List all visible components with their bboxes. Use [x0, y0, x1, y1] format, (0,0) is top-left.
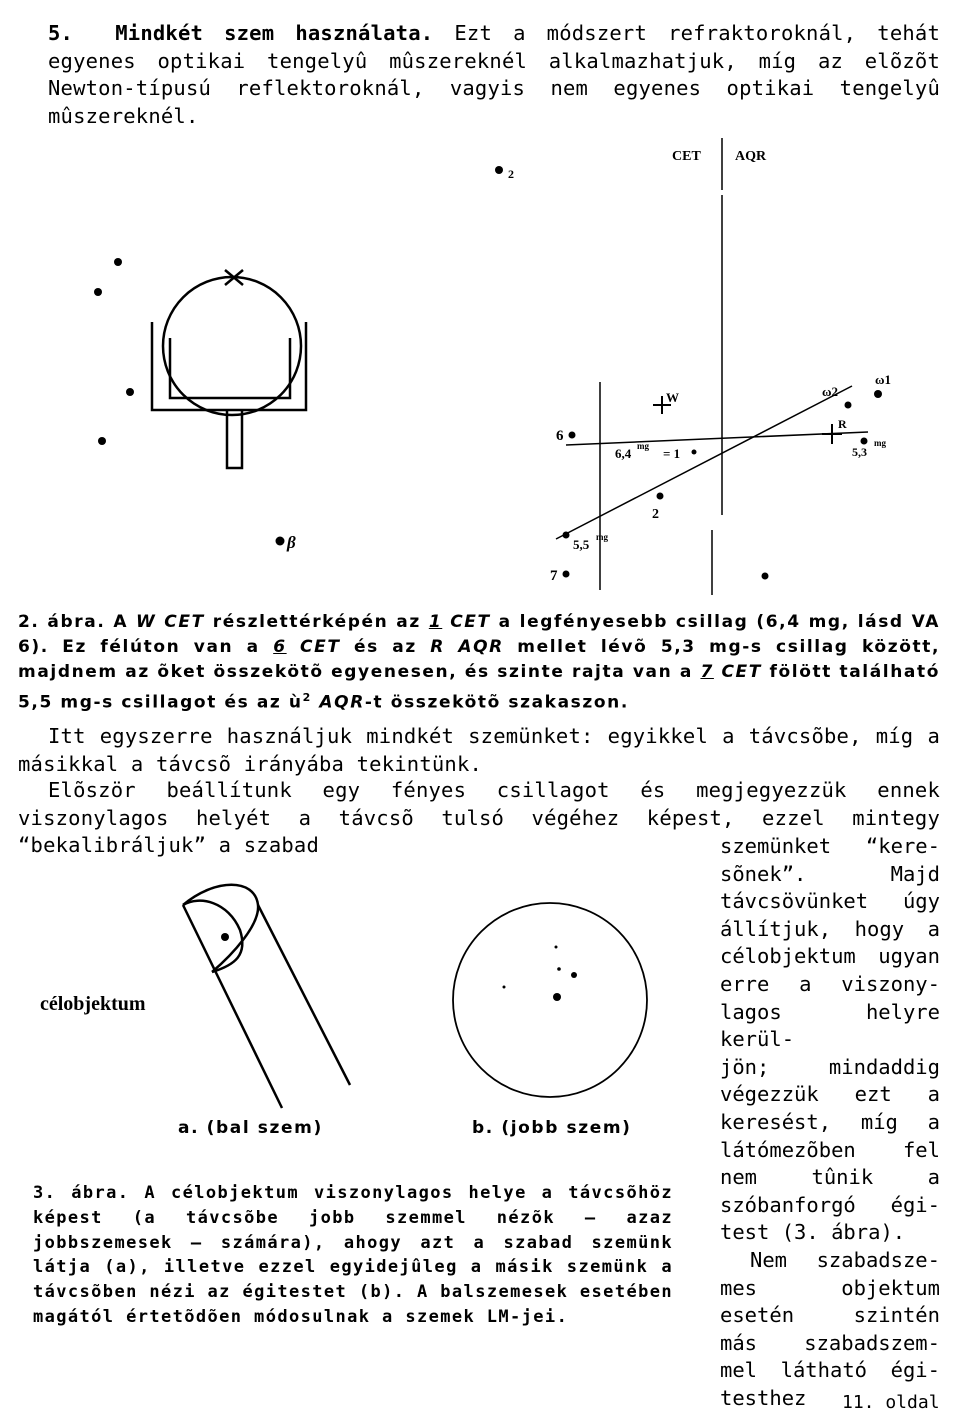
- column-line: mel látható égi-: [720, 1358, 940, 1383]
- star-7: [563, 571, 570, 578]
- star-2: [657, 493, 664, 500]
- target-label: célobjektum: [40, 993, 146, 1015]
- figure-2-caption: [18, 610, 940, 716]
- caption-text: CET: [713, 662, 762, 682]
- caption-text: 3. ábra. A célobjektum viszonylagos helye a távcsõhöz képest (a távcsõbe jobb szemmel nézõk — azaz jobbszemesek — számára), ahogy azt a szabad szemünk látja (a), illetve ezzel egyidejûleg a másik szemünk a távcsõben nézi az égitestet (b). A balszemesek esetében magától értetõdõen módosulnak a szemek LM-jei.: [33, 1183, 673, 1327]
- figure-3-label-b: b. (jobb szem): [472, 1118, 632, 1138]
- r-label: R: [838, 417, 847, 431]
- body-text: Itt egyszerre használjuk mindkét szemünket: egyikkel a távcsõbe, míg a másikkal a távcsõ irányába tekintünk.: [18, 724, 940, 776]
- intro-paragraph: [48, 20, 940, 130]
- caption-text: 1: [428, 612, 443, 632]
- right-column-text: [720, 833, 940, 1412]
- omega2-label: ω2: [822, 384, 839, 399]
- star: [98, 437, 106, 445]
- mg-label: mg: [596, 532, 608, 542]
- section-number: 5.: [48, 21, 74, 45]
- column-line: lagos helyre kerül-: [720, 999, 940, 1052]
- body-text: Elõször beállítunk egy fényes csillagot és megjegyezzük ennek viszonylagos helyét a távcsõ tulsó végéhez képest, ezzel mintegy “bekalibráljuk” a szabad: [18, 778, 940, 857]
- caption-text: 6: [273, 637, 287, 657]
- star-bright: [553, 993, 561, 1001]
- caption-text: CET: [286, 637, 341, 657]
- star-5-5: [563, 532, 570, 539]
- caption-text: AQR: [311, 692, 365, 713]
- star-omega2: [845, 402, 852, 409]
- column-line: látómezõben fel: [720, 1137, 940, 1162]
- target-star: [221, 933, 229, 941]
- star: [94, 288, 102, 296]
- caption-text: és az: [340, 637, 431, 657]
- caption-text: mellet lévõ 5,3 mg-s csillag között, majdnem az õket összekötõ egyenesen, és szinte rajta van a: [18, 637, 940, 682]
- field-of-view: [453, 903, 647, 1097]
- column-line: más szabadszem-: [720, 1330, 940, 1355]
- section-heading: Mindkét szem használata.: [115, 21, 434, 45]
- column-line: erre a viszony-: [720, 971, 940, 996]
- figure-3-drawing: [0, 860, 720, 1120]
- star: [571, 972, 577, 978]
- star-5-3: [861, 438, 868, 445]
- column-line: állítjuk, hogy a: [720, 916, 940, 941]
- caption-text: részlettérképén az: [204, 612, 429, 632]
- caption-text: fölött található 5,5 mg-s csillagot és az ù: [18, 662, 940, 713]
- star: [503, 986, 506, 989]
- eq1-label: = 1: [663, 446, 681, 461]
- column-line: szóbanforgó égi-: [720, 1192, 940, 1217]
- star-1: [692, 450, 697, 455]
- caption-text: 7: [700, 662, 714, 682]
- column-line: Nem szabadsze-: [750, 1247, 940, 1272]
- column-line: testhez: [720, 1385, 807, 1410]
- mg-label: mg: [874, 438, 886, 448]
- star: [495, 166, 503, 174]
- column-line: jön; mindaddig: [720, 1054, 940, 1079]
- column-line: nem tûnik a: [720, 1165, 940, 1190]
- page-number: 11. oldal: [842, 1392, 940, 1413]
- intro-text: Ezt a módszert refraktoroknál, tehát egyenes optikai tengelyû mûszereknél alkalmazhatjuk, míg az elõzõt Newton-típusú reflektoroknál, vagyis nem egyenes optikai tengelyû mûszereknél.: [48, 21, 940, 128]
- w-label: W: [666, 390, 679, 405]
- beta-label: β: [287, 533, 296, 552]
- mag-6-4-label: 6,4: [615, 446, 632, 461]
- column-line: sõnek”. Majd: [720, 861, 940, 886]
- finder-drawing: [152, 270, 306, 468]
- column-line: mes objektum: [720, 1275, 940, 1300]
- mag-5-3-label: 5,3: [852, 445, 867, 459]
- star: [762, 573, 769, 580]
- telescope-tube: [183, 885, 350, 1108]
- star: [557, 967, 561, 971]
- column-line: keresést, míg a: [720, 1109, 940, 1134]
- star-6: [569, 432, 576, 439]
- column-line: célobjektum ugyan: [720, 944, 940, 969]
- caption-text: -t összekötõ szakaszon.: [364, 692, 629, 713]
- star-omega1: [874, 390, 882, 398]
- column-line: szemünket “kere-: [720, 834, 940, 858]
- star: [114, 258, 122, 266]
- body-paragraph-1: [18, 723, 940, 778]
- star: [126, 388, 134, 396]
- column-line: végezzük ezt a: [720, 1082, 940, 1107]
- caption-text: 2: [302, 691, 312, 704]
- two-label: 2: [652, 507, 659, 522]
- column-line: test (3. ábra).: [720, 1220, 906, 1245]
- star: [555, 946, 558, 949]
- omega1-label: ω1: [875, 372, 892, 387]
- mg-label: mg: [637, 441, 649, 451]
- column-line: esetén szintén: [720, 1303, 940, 1328]
- seven-label: 7: [550, 568, 558, 584]
- six-label: 6: [556, 428, 564, 444]
- caption-text: CET: [442, 612, 491, 632]
- figure-2-star-chart: [0, 130, 960, 600]
- star-beta: [276, 537, 285, 546]
- caption-text: R AQR: [430, 637, 504, 657]
- column-line: távcsövünket úgy: [720, 889, 940, 914]
- mag-5-5-label: 5,5: [573, 537, 590, 552]
- cet-label: CET: [672, 149, 701, 164]
- caption-text: W CET: [136, 612, 205, 632]
- aqr-label: AQR: [735, 149, 767, 164]
- figure-3-label-a: a. (bal szem): [178, 1118, 323, 1138]
- caption-text: 2. ábra. A: [18, 612, 137, 632]
- figure-3-caption: [33, 1181, 673, 1330]
- star-label: 2: [508, 167, 514, 181]
- caption-text: a legfényesebb csillag (6,4 mg, lásd VA 6). Ez félúton van a: [18, 612, 940, 657]
